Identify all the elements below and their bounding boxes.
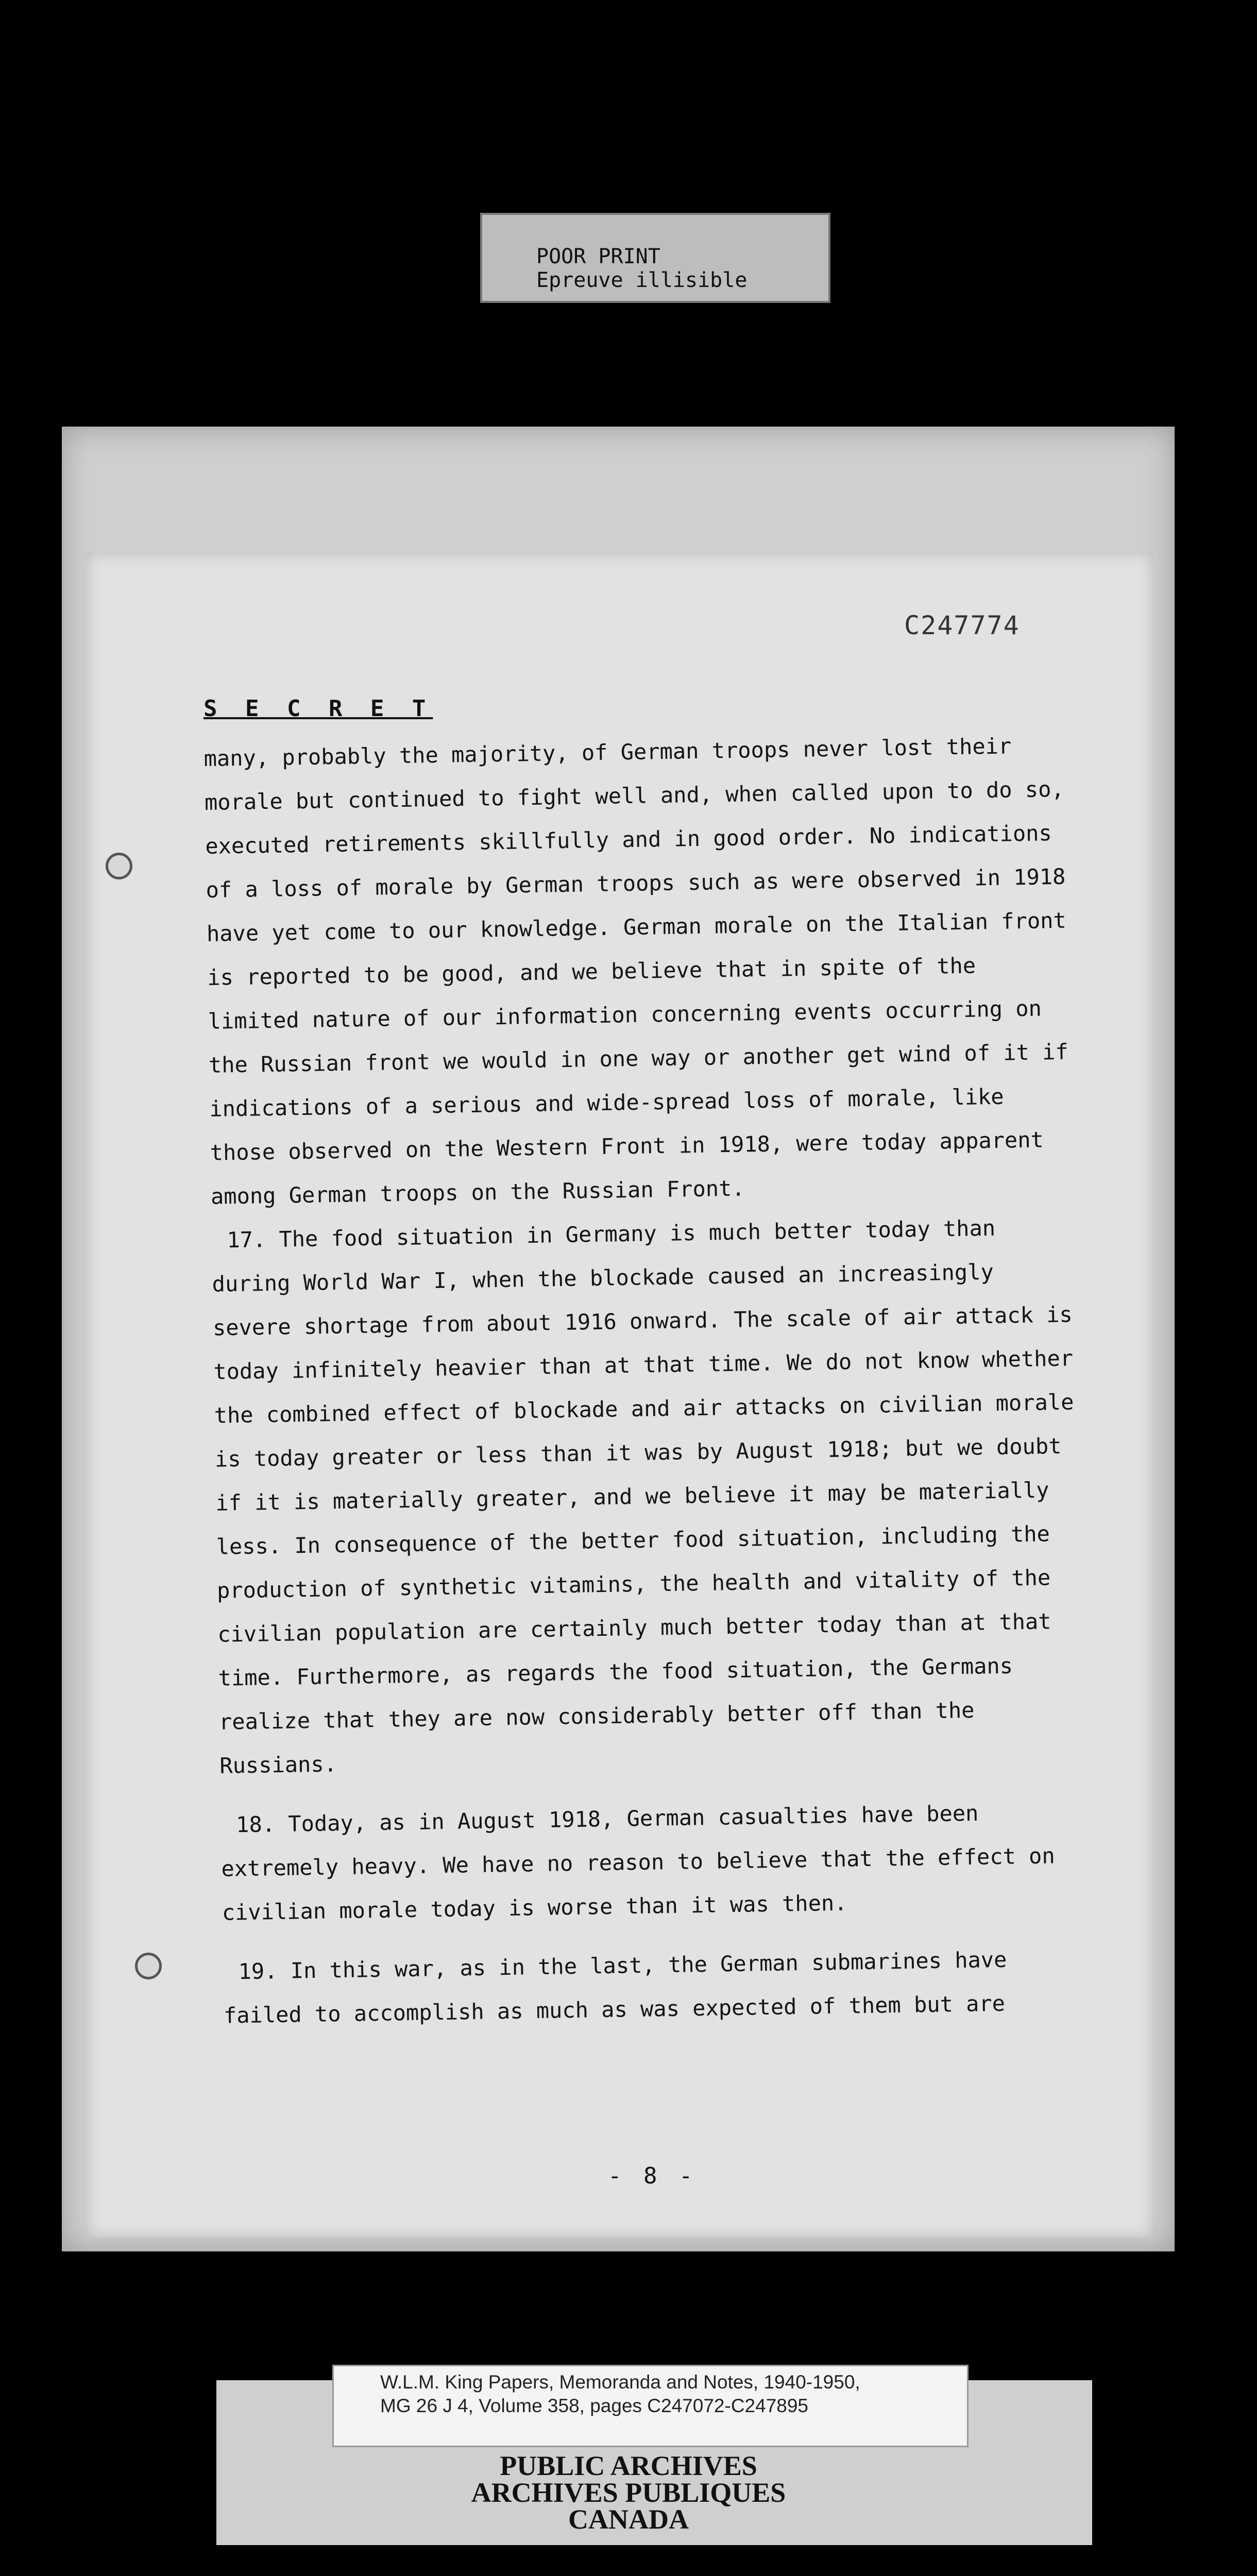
archive-reference-card — [332, 2365, 969, 2447]
paragraph-18: 18. Today, as in August 1918, German casualties have been extremely heavy. We have no reason to believe that the effect on civilian morale today is worse than it was then. — [221, 1800, 1056, 1925]
page-number: - 8 - — [608, 2163, 697, 2189]
stamp-line-2: Epreuve illisible — [536, 268, 748, 292]
poor-print-stamp — [480, 213, 830, 303]
archive-name-line-3: CANADA — [568, 2504, 689, 2535]
document-body — [203, 723, 1090, 2053]
archive-reference-line-1: W.L.M. King Papers, Memoranda and Notes, 1940-1950, — [380, 2371, 860, 2393]
document-number: C247774 — [904, 611, 1020, 640]
archive-reference-line-2: MG 26 J 4, Volume 358, pages C247072-C247895 — [380, 2395, 809, 2416]
punch-hole-icon — [106, 853, 132, 879]
paragraph-continued: many, probably the majority, of German troops never lost their morale but continued to fight well and, when called upon to do so, executed retirements skillfully and in good order. No indications of a loss of morale by German troops such as were observed in 1918 have yet come to our knowledge. German morale on the Italian front is reported to be good, and we believe that in spite of the limited nature of our information concerning events occurring on the Russian front we would in one way or another get wind of it if indications of a serious and wide-spread loss of morale, like those observed on the Western Front in 1918, were today apparent among German troops on the Russian Front. — [203, 733, 1069, 1209]
classification-heading: S E C R E T — [203, 696, 433, 722]
archive-name-line-1: PUBLIC ARCHIVES — [500, 2450, 757, 2481]
stamp-line-1: POOR PRINT — [536, 245, 660, 268]
archive-institution-name — [0, 2452, 1257, 2533]
paragraph-17: 17. The food situation in Germany is much better today than during World War I, when the blockade caused an increasingly severe shortage from about 1916 onward. The scale of air attack is today infinitely heavier than at that time. We do not know whether the combined effect of blockade and air attacks on civilian morale is today greater or less than it was by August 1918; but we doubt if it is materially greater, and we believe it may be materially less. In consequence of the better food situation, including the production of synthetic vitamins, the health and vitality of the civilian population are certainly much better today than at that time. Furthermore, as regards the food situation, the Germans realize that they are now considerably better off than the Russians. — [212, 1215, 1074, 1778]
punch-hole-icon — [135, 1953, 162, 1979]
paragraph-19: 19. In this war, as in the last, the German submarines have failed to accomplish as much as was expected of them but are — [223, 1946, 1007, 2028]
archive-name-line-2: ARCHIVES PUBLIQUES — [471, 2477, 786, 2508]
